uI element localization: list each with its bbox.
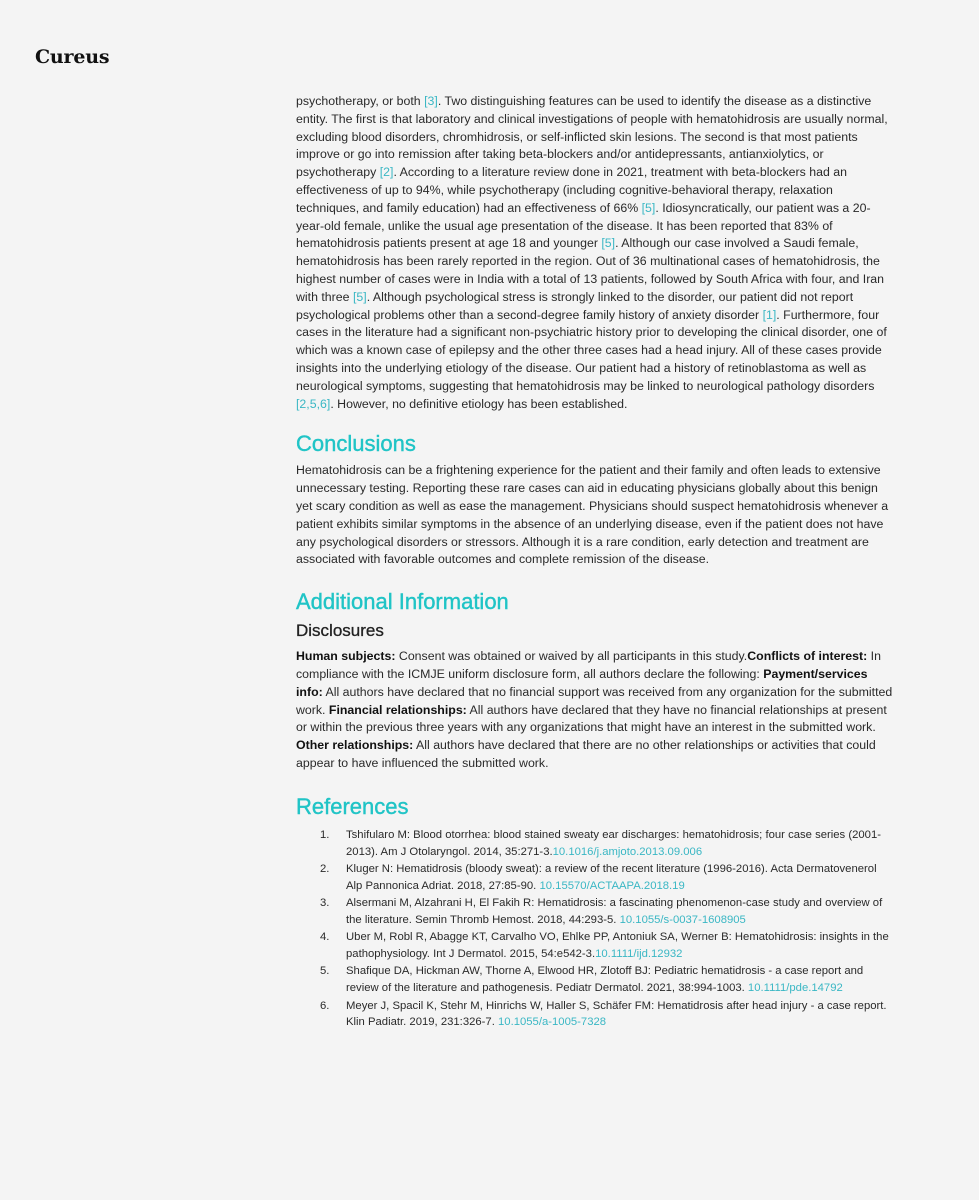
- disclosure-label: Payment/services info:: [296, 666, 868, 699]
- reference-doi-link[interactable]: 10.1111/ijd.12932: [595, 948, 683, 961]
- reference-doi-link[interactable]: 10.1055/a-1005-7328: [498, 1016, 607, 1029]
- disclosures-paragraph: [296, 648, 894, 773]
- reference-item: [296, 827, 894, 861]
- reference-number: 3.: [320, 897, 330, 910]
- discussion-text: . Idiosyncratically, our patient was a 20-year-old female, unlike the usual age presentation of the disease. It has been reported that 83% of hematohidrosis patients present at age 18 and younger: [296, 200, 871, 251]
- citation-link[interactable]: [2]: [379, 165, 394, 180]
- reference-doi-link[interactable]: 10.1055/s-0037-1608905: [619, 913, 746, 926]
- citation-link[interactable]: [5]: [601, 236, 616, 251]
- conclusions-paragraph: Hematohidrosis can be a frightening experience for the patient and their family and often leads to extensive unnecessary testing. Reporting these rare cases can aid in educating physicians globally about this benign yet scary condition as well as ease the management. Physicians should suspect hematohidrosis whenever a patient exhibits similar symptoms in the absence of an underlying disease, even if the patient does not have any psychological disorders or stressors. Although it is a rare condition, early detection and treatment are associated with favorable outcomes and complete remission of the disease.: [296, 463, 889, 567]
- disclosure-text: All authors have declared that there are no other relationships or activities that could appear to have influenced the submitted work.: [296, 738, 876, 770]
- reference-text: Meyer J, Spacil K, Stehr M, Hinrichs W, Haller S, Schäfer FM: Hematidrosis after head injury - a case report. Klin Padiatr. 2019, 231:326-7.: [346, 999, 887, 1029]
- disclosure-label: Conflicts of interest:: [747, 649, 868, 664]
- reference-number: 6.: [320, 999, 330, 1012]
- discussion-paragraph: [296, 93, 894, 413]
- discussion-text: psychotherapy, or both: [296, 94, 425, 108]
- reference-number: 1.: [320, 828, 330, 841]
- discussion-text: . Although psychological stress is strongly linked to the disorder, our patient did not report psychological problems other than a second-degree family history of anxiety disorder: [296, 289, 854, 322]
- citation-link[interactable]: [1]: [762, 307, 777, 322]
- discussion-text: . Two distinguishing features can be used to identify the disease as a distinctive entity. The first is that laboratory and clinical investigations of people with hematohidrosis are usually normal, excluding blood disorders, chromhidrosis, or self-inflicted skin lesions. The second is that most patients improve or go into remission after taking beta-blockers and/or antidepressants, antianxiolytics, or psychotherapy: [296, 94, 888, 180]
- citation-link[interactable]: [5]: [641, 200, 656, 215]
- reference-text: Kluger N: Hematidrosis (bloody sweat): a review of the recent literature (1996-2016). Acta Dermatovenerol Alp Pannonica Adriat. 2018, 27:85-90.: [346, 862, 877, 892]
- reference-number: 4.: [320, 931, 330, 944]
- disclosure-label: Human subjects:: [296, 649, 396, 664]
- discussion-text: . According to a literature review done in 2021, treatment with beta-blockers had an effectiveness of up to 94%, while psychotherapy (including cognitive-behavioral therapy, relaxation techniques, and family education) had an effectiveness of 66%: [296, 165, 848, 215]
- citation-link[interactable]: [3]: [424, 94, 438, 108]
- reference-item: [296, 861, 894, 895]
- reference-number: 2.: [320, 862, 330, 875]
- reference-item: [296, 929, 894, 963]
- reference-item: [296, 895, 894, 929]
- disclosure-text: All authors have declared that they have no financial relationships at present or within the previous three years with any organizations that might have an interest in the submitted work.: [296, 702, 887, 735]
- reference-item: [296, 963, 894, 997]
- reference-item: [296, 998, 894, 1032]
- reference-text: Uber M, Robl R, Abagge KT, Carvalho VO, Ehlke PP, Antoniuk SA, Werner B: Hematohidrosis: insights in the pathophysiology. Int J Dermatol. 2015, 54:e542-3.: [346, 931, 889, 961]
- disclosure-label: Other relationships:: [296, 738, 414, 753]
- reference-doi-link[interactable]: 10.1111/pde.14792: [747, 982, 843, 995]
- disclosure-text: All authors have declared that no financial support was received from any organization for the submitted work.: [296, 684, 893, 717]
- citation-link[interactable]: [5]: [352, 289, 367, 304]
- discussion-text: . Although our case involved a Saudi female, hematohidrosis has been rarely reported in the region. Out of 36 multinational cases of hematohidrosis, the highest number of cases were in India with a total of 13 patients, followed by South Africa with four, and Iran with three: [296, 236, 885, 304]
- conclusions-heading: Conclusions: [296, 431, 416, 457]
- journal-logo: Cureus: [35, 46, 110, 68]
- disclosure-text: Consent was obtained or waived by all participants in this study.: [395, 649, 748, 664]
- reference-text: Tshifularo M: Blood otorrhea: blood stained sweaty ear discharges: hematohidrosis; four case series (2001-2013). Am J Otolaryngol. 2014, 35:271-3.: [346, 828, 881, 858]
- discussion-text: . However, no definitive etiology has been established.: [330, 396, 628, 411]
- disclosures-heading: Disclosures: [296, 621, 384, 641]
- reference-text: Alsermani M, Alzahrani H, El Fakih R: Hematidrosis: a fascinating phenomenon-case study and overview of the literature. Semin Thromb Hemost. 2018, 44:293-5.: [346, 897, 883, 926]
- disclosure-label: Financial relationships:: [328, 702, 467, 717]
- reference-doi-link[interactable]: 10.1016/j.amjoto.2013.09.006: [552, 845, 703, 858]
- references-heading: References: [296, 793, 409, 819]
- disclosure-text: In compliance with the ICMJE uniform disclosure form, all authors declare the following:: [296, 649, 881, 681]
- citation-link[interactable]: [2,5,6]: [296, 396, 331, 411]
- additional-information-heading: Additional Information: [296, 589, 509, 615]
- reference-doi-link[interactable]: 10.15570/ACTAAPA.2018.19: [539, 879, 685, 892]
- discussion-text: . Furthermore, four cases in the literature had a significant non-psychiatric history prior to developing the clinical disorder, one of which was a known case of epilepsy and the other three cases had a head injury. All of these cases provide insights into the underlying etiology of the disease. Our patient had a history of retinoblastoma as well as neurological symptoms, suggesting that hematohidrosis may be linked to neurological pathology disorders: [296, 307, 887, 393]
- references-list: [296, 827, 894, 1032]
- reference-number: 5.: [320, 965, 330, 978]
- reference-text: Shafique DA, Hickman AW, Thorne A, Elwood HR, Zlotoff BJ: Pediatric hematidrosis - a case report and review of the literature and pathogenesis. Pediatr Dermatol. 2021, 38:994-1003.: [346, 965, 864, 995]
- article-content: [296, 93, 894, 1032]
